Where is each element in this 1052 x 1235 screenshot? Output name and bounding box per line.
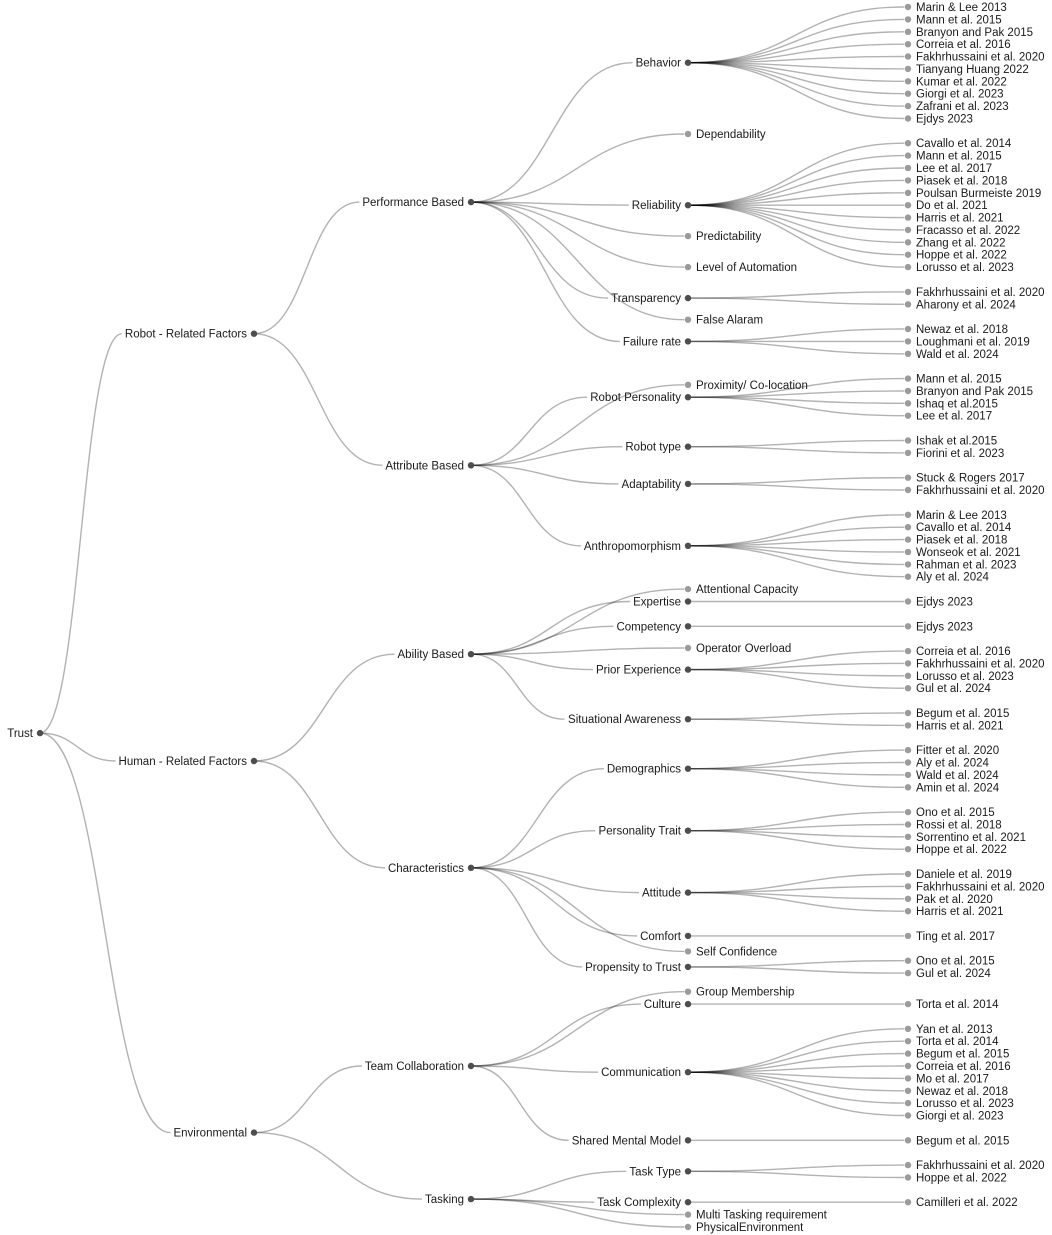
node-label-proximity-co-location: Proximity/ Co-location [696, 379, 808, 392]
node-dot-torta-et-al-2014 [905, 1001, 911, 1007]
node-dot-pak-et-al-2020 [905, 896, 911, 902]
node-label-prior-experience: Prior Experience [595, 664, 681, 677]
node-label-torta-et-al-2014: Torta et al. 2014 [916, 1036, 999, 1049]
node-dot-gul-et-al-2024 [905, 970, 911, 976]
tree-link [688, 1066, 904, 1072]
node-label-gul-et-al-2024: Gul et al. 2024 [916, 683, 991, 696]
node-label-newaz-et-al-2018: Newaz et al. 2018 [916, 324, 1009, 336]
node-dot-robot-related-factors [251, 331, 257, 337]
node-label-harris-et-al-2021: Harris et al. 2021 [916, 720, 1004, 733]
node-label-shared-mental-model: Shared Mental Model [571, 1135, 681, 1148]
node-label-aharony-et-al-2024: Aharony et al. 2024 [916, 299, 1016, 312]
node-dot-fakhrhussaini-et-al-2020 [905, 660, 911, 666]
tree-link [471, 202, 620, 341]
node-dot-trust [37, 730, 43, 736]
node-dot-ting-et-al-2017 [905, 933, 911, 939]
node-dot-kumar-et-al-2022 [905, 78, 911, 84]
node-dot-fakhrhussaini-et-al-2020 [905, 883, 911, 889]
node-label-fakhrhussaini-et-al-2020: Fakhrhussaini et al. 2020 [916, 485, 1045, 497]
node-label-rossi-et-al-2018: Rossi et al. 2018 [916, 819, 1002, 832]
node-dot-marin-lee-2013 [905, 4, 911, 10]
node-dot-characteristics [468, 865, 474, 871]
tree-link [688, 63, 904, 119]
node-dot-competency [685, 623, 691, 629]
tree-link [471, 868, 639, 893]
node-dot-false-alaram [685, 317, 691, 323]
node-dot-operator-overload [685, 645, 691, 651]
node-dot-branyon-and-pak-2015 [905, 29, 911, 35]
node-dot-expertise [685, 598, 691, 604]
node-dot-anthropomorphism [685, 543, 691, 549]
node-dot-ejdys-2023 [905, 115, 911, 121]
node-dot-begum-et-al-2015 [905, 1050, 911, 1056]
node-label-mann-et-al-2015: Mann et al. 2015 [916, 14, 1002, 27]
node-dot-amin-et-al-2024 [905, 784, 911, 790]
node-label-environmental: Environmental [173, 1127, 247, 1140]
node-label-ejdys-2023: Ejdys 2023 [916, 113, 973, 126]
tree-link [688, 961, 904, 967]
node-dot-mann-et-al-2015 [905, 152, 911, 158]
node-label-aly-et-al-2024: Aly et al. 2024 [916, 757, 989, 770]
node-label-lee-et-al-2017: Lee et al. 2017 [916, 410, 993, 423]
node-label-anthropomorphism: Anthropomorphism [583, 540, 681, 553]
node-dot-fakhrhussaini-et-al-2020 [905, 53, 911, 59]
node-label-piasek-et-al-2018: Piasek et al. 2018 [916, 534, 1008, 547]
node-label-human-related-factors: Human - Related Factors [118, 756, 247, 768]
node-dot-correia-et-al-2016 [905, 1063, 911, 1069]
tree-link [688, 1171, 904, 1177]
tree-link [688, 156, 904, 206]
node-label-ejdys-2023: Ejdys 2023 [916, 621, 973, 634]
node-label-giorgi-et-al-2023: Giorgi et al. 2023 [916, 1110, 1004, 1123]
node-dot-prior-experience [685, 666, 691, 672]
node-label-giorgi-et-al-2023: Giorgi et al. 2023 [916, 88, 1004, 101]
node-label-wonseok-et-al-2021: Wonseok et al. 2021 [916, 547, 1021, 559]
tree-link [254, 1066, 362, 1133]
labels-layer [7, 2, 1044, 1234]
tree-link [688, 7, 904, 63]
node-label-fitter-et-al-2020: Fitter et al. 2020 [916, 745, 1000, 758]
node-label-camilleri-et-al-2022: Camilleri et al. 2022 [916, 1197, 1018, 1210]
tree-link [471, 868, 637, 936]
tree-link [688, 143, 904, 205]
node-label-team-collaboration: Team Collaboration [364, 1061, 464, 1073]
node-label-attitude: Attitude [642, 887, 681, 900]
node-dot-personality-trait [685, 828, 691, 834]
node-label-fiorini-et-al-2023: Fiorini et al. 2023 [916, 447, 1005, 460]
tree-link [471, 654, 593, 669]
node-dot-ishaq-et-al-2015 [905, 400, 911, 406]
node-dot-self-confidence [685, 948, 691, 954]
node-label-mann-et-al-2015: Mann et al. 2015 [916, 150, 1002, 163]
node-dot-aharony-et-al-2024 [905, 301, 911, 307]
node-label-fracasso-et-al-2022: Fracasso et al. 2022 [916, 224, 1021, 237]
tree-link [254, 334, 382, 466]
node-label-communication: Communication [601, 1067, 681, 1080]
node-dot-marin-lee-2013 [905, 512, 911, 518]
tree-link [688, 447, 904, 453]
node-label-harris-et-al-2021: Harris et al. 2021 [916, 906, 1004, 919]
node-label-cavallo-et-al-2014: Cavallo et al. 2014 [916, 522, 1012, 535]
node-label-hoppe-et-al-2022: Hoppe et al. 2022 [916, 249, 1007, 262]
node-dot-situational-awareness [685, 716, 691, 722]
node-dot-culture [685, 1001, 691, 1007]
node-dot-lorusso-et-al-2023 [905, 673, 911, 679]
node-dot-task-complexity [685, 1199, 691, 1205]
node-label-performance-based: Performance Based [362, 197, 464, 210]
node-dot-do-et-al-2021 [905, 202, 911, 208]
tree-link [688, 515, 904, 546]
node-dot-torta-et-al-2014 [905, 1038, 911, 1044]
node-dot-team-collaboration [468, 1063, 474, 1069]
node-label-branyon-and-pak-2015: Branyon and Pak 2015 [916, 26, 1034, 39]
node-dot-robot-type [685, 444, 691, 450]
node-label-torta-et-al-2014: Torta et al. 2014 [916, 999, 999, 1012]
node-dot-branyon-and-pak-2015 [905, 388, 911, 394]
node-dot-poulsan-burmeiste-2019 [905, 190, 911, 196]
node-label-lorusso-et-al-2023: Lorusso et al. 2023 [916, 1098, 1014, 1111]
node-dot-fiorini-et-al-2023 [905, 450, 911, 456]
node-dot-ishak-et-al-2015 [905, 437, 911, 443]
node-label-tasking: Tasking [425, 1194, 464, 1207]
tree-link [688, 63, 904, 94]
tree-link [688, 1072, 904, 1103]
node-dot-begum-et-al-2015 [905, 1137, 911, 1143]
tree-link [688, 298, 904, 304]
node-dot-behavior [685, 60, 691, 66]
tree-link [688, 32, 904, 63]
node-dot-ejdys-2023 [905, 598, 911, 604]
tree-link [471, 465, 581, 546]
node-label-lorusso-et-al-2023: Lorusso et al. 2023 [916, 262, 1014, 275]
node-label-newaz-et-al-2018: Newaz et al. 2018 [916, 1085, 1009, 1098]
tree-link [254, 761, 385, 868]
links-layer [40, 7, 904, 1227]
tree-link [688, 663, 904, 669]
node-dot-wald-et-al-2024 [905, 351, 911, 357]
node-label-correia-et-al-2016: Correia et al. 2016 [916, 646, 1011, 659]
node-label-yan-et-al-2013: Yan et al. 2013 [916, 1023, 993, 1036]
node-dot-wald-et-al-2024 [905, 772, 911, 778]
node-label-competency: Competency [616, 621, 681, 634]
node-label-operator-overload: Operator Overload [696, 643, 792, 655]
node-dot-task-type [685, 1168, 691, 1174]
node-label-dependability: Dependability [696, 129, 766, 141]
node-label-behavior: Behavior [635, 57, 681, 70]
node-dot-yan-et-al-2013 [905, 1026, 911, 1032]
node-label-hoppe-et-al-2022: Hoppe et al. 2022 [916, 844, 1007, 857]
node-dot-lorusso-et-al-2023 [905, 264, 911, 270]
node-dot-mo-et-al-2017 [905, 1075, 911, 1081]
node-label-fakhrhussaini-et-al-2020: Fakhrhussaini et al. 2020 [916, 51, 1045, 64]
tree-link [471, 602, 630, 655]
node-label-lee-et-al-2017: Lee et al. 2017 [916, 163, 993, 175]
node-dot-attitude [685, 889, 691, 895]
node-dot-lorusso-et-al-2023 [905, 1100, 911, 1106]
node-label-characteristics: Characteristics [387, 862, 464, 875]
tree-link [688, 391, 904, 397]
node-label-loughmani-et-al-2019: Loughmani et al. 2019 [916, 336, 1030, 349]
node-label-personality-trait: Personality Trait [598, 825, 681, 838]
node-label-wald-et-al-2024: Wald et al. 2024 [916, 348, 999, 361]
node-label-comfort: Comfort [640, 930, 681, 943]
node-dot-lee-et-al-2017 [905, 413, 911, 419]
tree-link [688, 1041, 904, 1072]
tree-link [471, 63, 633, 202]
tree-link [688, 484, 904, 490]
node-label-sorrentino-et-al-2021: Sorrentino et al. 2021 [916, 831, 1026, 844]
node-label-branyon-and-pak-2015: Branyon and Pak 2015 [916, 386, 1034, 398]
node-label-reliability: Reliability [631, 200, 681, 213]
node-dot-newaz-et-al-2018 [905, 326, 911, 332]
node-label-fakhrhussaini-et-al-2020: Fakhrhussaini et al. 2020 [916, 658, 1045, 671]
node-dot-attribute-based [468, 462, 474, 468]
node-label-fakhrhussaini-et-al-2020: Fakhrhussaini et al. 2020 [916, 286, 1045, 299]
node-label-situational-awareness: Situational Awareness [568, 714, 681, 727]
node-dot-sorrentino-et-al-2021 [905, 834, 911, 840]
tree-link [688, 1165, 904, 1171]
node-dot-attentional-capacity [685, 586, 691, 592]
node-label-piasek-et-al-2018: Piasek et al. 2018 [916, 175, 1008, 188]
node-dot-dependability [685, 131, 691, 137]
node-dot-begum-et-al-2015 [905, 710, 911, 716]
tree-link [254, 1133, 422, 1200]
node-dot-performance-based [468, 199, 474, 205]
node-label-begum-et-al-2015: Begum et al. 2015 [916, 708, 1010, 720]
node-label-failure-rate: Failure rate [622, 336, 681, 349]
node-label-transparency: Transparency [611, 293, 681, 306]
node-dot-ejdys-2023 [905, 623, 911, 629]
node-dot-lee-et-al-2017 [905, 165, 911, 171]
node-label-robot-type: Robot type [625, 441, 681, 454]
node-label-false-alaram: False Alaram [696, 314, 764, 327]
node-label-multi-tasking-requirement: Multi Tasking requirement [696, 1209, 827, 1222]
node-dot-aly-et-al-2024 [905, 759, 911, 765]
node-dot-mann-et-al-2015 [905, 16, 911, 22]
node-dot-wonseok-et-al-2021 [905, 549, 911, 555]
node-label-amin-et-al-2024: Amin et al. 2024 [916, 782, 1000, 795]
tree-link [254, 654, 395, 761]
tree-link [471, 465, 619, 484]
node-label-ejdys-2023: Ejdys 2023 [916, 596, 973, 609]
node-label-marin-lee-2013: Marin & Lee 2013 [916, 509, 1007, 522]
tree-link [471, 134, 684, 202]
node-dot-tasking [468, 1196, 474, 1202]
node-label-correia-et-al-2016: Correia et al. 2016 [916, 1061, 1011, 1073]
node-label-propensity-to-trust: Propensity to Trust [585, 961, 681, 974]
node-dot-communication [685, 1069, 691, 1075]
node-dot-tianyang-huang-2022 [905, 66, 911, 72]
tree-link [688, 713, 904, 719]
node-dot-robot-personality [685, 394, 691, 400]
node-dot-giorgi-et-al-2023 [905, 91, 911, 97]
node-dot-piasek-et-al-2018 [905, 177, 911, 183]
tree-link [688, 441, 904, 447]
node-dot-giorgi-et-al-2023 [905, 1112, 911, 1118]
node-label-robot-related-factors: Robot - Related Factors [124, 328, 247, 341]
tree-link [254, 202, 359, 334]
tree-link [40, 334, 122, 733]
tree-link [688, 825, 904, 831]
tree-link [688, 719, 904, 725]
node-label-predictability: Predictability [696, 231, 762, 244]
node-dot-harris-et-al-2021 [905, 722, 911, 728]
tree-link [471, 1004, 641, 1066]
node-dot-piasek-et-al-2018 [905, 536, 911, 542]
node-dot-failure-rate [685, 338, 691, 344]
node-dot-propensity-to-trust [685, 964, 691, 970]
tree-link [688, 886, 904, 892]
tree-link [471, 831, 595, 868]
node-dot-hoppe-et-al-2022 [905, 252, 911, 258]
node-dot-comfort [685, 933, 691, 939]
node-label-begum-et-al-2015: Begum et al. 2015 [916, 1048, 1010, 1061]
node-label-wald-et-al-2024: Wald et al. 2024 [916, 769, 999, 782]
node-label-task-complexity: Task Complexity [597, 1197, 681, 1210]
node-dot-rossi-et-al-2018 [905, 821, 911, 827]
node-label-marin-lee-2013: Marin & Lee 2013 [916, 2, 1007, 14]
node-dot-loughmani-et-al-2019 [905, 338, 911, 344]
node-dot-camilleri-et-al-2022 [905, 1199, 911, 1205]
node-label-cavallo-et-al-2014: Cavallo et al. 2014 [916, 138, 1012, 151]
node-label-gul-et-al-2024: Gul et al. 2024 [916, 968, 991, 981]
node-dot-harris-et-al-2021 [905, 908, 911, 914]
node-dot-ono-et-al-2015 [905, 809, 911, 815]
node-label-do-et-al-2021: Do et al. 2021 [916, 200, 988, 213]
tree-link [688, 292, 904, 298]
node-label-fakhrhussaini-et-al-2020: Fakhrhussaini et al. 2020 [916, 881, 1045, 894]
node-label-rahman-et-al-2023: Rahman et al. 2023 [916, 559, 1017, 572]
node-dot-correia-et-al-2016 [905, 648, 911, 654]
node-dot-fakhrhussaini-et-al-2020 [905, 289, 911, 295]
node-label-expertise: Expertise [633, 596, 681, 609]
node-dot-fracasso-et-al-2022 [905, 227, 911, 233]
node-label-ability-based: Ability Based [397, 649, 464, 662]
tree-link [688, 478, 904, 484]
node-label-ishak-et-al-2015: Ishak et al.2015 [916, 435, 998, 448]
tree-link [471, 1066, 569, 1140]
node-label-task-type: Task Type [629, 1166, 681, 1179]
node-dot-hoppe-et-al-2022 [905, 1174, 911, 1180]
node-dot-fitter-et-al-2020 [905, 747, 911, 753]
node-label-kumar-et-al-2022: Kumar et al. 2022 [916, 76, 1007, 89]
tree-link [688, 967, 904, 973]
node-dot-physicalenvironment [685, 1224, 691, 1230]
node-label-lorusso-et-al-2023: Lorusso et al. 2023 [916, 670, 1014, 683]
node-dot-rahman-et-al-2023 [905, 561, 911, 567]
node-dot-harris-et-al-2021 [905, 214, 911, 220]
node-dot-multi-tasking-requirement [685, 1211, 691, 1217]
node-dot-predictability [685, 233, 691, 239]
node-dot-proximity-co-location [685, 382, 691, 388]
node-label-aly-et-al-2024: Aly et al. 2024 [916, 571, 989, 584]
node-label-trust: Trust [7, 728, 33, 741]
node-label-physicalenvironment: PhysicalEnvironment [696, 1222, 804, 1234]
node-label-mo-et-al-2017: Mo et al. 2017 [916, 1073, 989, 1086]
node-dot-zafrani-et-al-2023 [905, 103, 911, 109]
node-dot-gul-et-al-2024 [905, 685, 911, 691]
node-label-zhang-et-al-2022: Zhang et al. 2022 [916, 237, 1006, 250]
tree-link [471, 1171, 626, 1199]
node-dot-newaz-et-al-2018 [905, 1088, 911, 1094]
node-label-demographics: Demographics [606, 763, 681, 776]
node-label-robot-personality: Robot Personality [590, 392, 681, 405]
node-label-poulsan-burmeiste-2019: Poulsan Burmeiste 2019 [916, 187, 1042, 200]
node-dot-reliability [685, 202, 691, 208]
node-dot-environmental [251, 1129, 257, 1135]
node-dot-correia-et-al-2016 [905, 41, 911, 47]
node-dot-fakhrhussaini-et-al-2020 [905, 487, 911, 493]
node-label-ono-et-al-2015: Ono et al. 2015 [916, 807, 995, 820]
node-dot-mann-et-al-2015 [905, 375, 911, 381]
node-label-adaptability: Adaptability [621, 478, 681, 491]
node-dot-human-related-factors [251, 758, 257, 764]
node-label-harris-et-al-2021: Harris et al. 2021 [916, 212, 1004, 225]
node-label-culture: Culture [643, 999, 681, 1012]
node-label-tianyang-huang-2022: Tianyang Huang 2022 [916, 63, 1029, 76]
node-dot-zhang-et-al-2022 [905, 239, 911, 245]
node-label-begum-et-al-2015: Begum et al. 2015 [916, 1135, 1010, 1148]
node-label-daniele-et-al-2019: Daniele et al. 2019 [916, 869, 1012, 881]
node-dot-shared-mental-model [685, 1137, 691, 1143]
node-label-ishaq-et-al-2015: Ishaq et al.2015 [916, 398, 998, 411]
tree-link [688, 205, 904, 255]
node-label-ono-et-al-2015: Ono et al. 2015 [916, 955, 995, 968]
node-label-pak-et-al-2020: Pak et al. 2020 [916, 893, 993, 906]
node-dot-demographics [685, 766, 691, 772]
node-label-fakhrhussaini-et-al-2020: Fakhrhussaini et al. 2020 [916, 1160, 1045, 1173]
node-dot-aly-et-al-2024 [905, 574, 911, 580]
tree-link [688, 546, 904, 577]
node-label-attentional-capacity: Attentional Capacity [696, 584, 799, 597]
tree-link [688, 763, 904, 769]
node-label-hoppe-et-al-2022: Hoppe et al. 2022 [916, 1172, 1007, 1185]
node-dot-ono-et-al-2015 [905, 958, 911, 964]
tree-link [471, 447, 622, 466]
node-dot-group-membership [685, 989, 691, 995]
node-dot-cavallo-et-al-2014 [905, 140, 911, 146]
node-label-zafrani-et-al-2023: Zafrani et al. 2023 [916, 101, 1009, 114]
node-dot-adaptability [685, 481, 691, 487]
node-label-level-of-automation: Level of Automation [696, 262, 798, 275]
tree-link [471, 202, 608, 298]
tree-link [40, 733, 171, 1133]
node-label-self-confidence: Self Confidence [696, 946, 778, 959]
node-dot-ability-based [468, 651, 474, 657]
tree-link [688, 540, 904, 546]
tree-link [688, 57, 904, 63]
tree-link [471, 769, 604, 868]
node-label-mann-et-al-2015: Mann et al. 2015 [916, 373, 1002, 386]
node-label-group-membership: Group Membership [696, 986, 795, 999]
node-dot-fakhrhussaini-et-al-2020 [905, 1162, 911, 1168]
node-label-correia-et-al-2016: Correia et al. 2016 [916, 39, 1011, 52]
node-label-attribute-based: Attribute Based [385, 460, 464, 473]
node-dot-stuck-rogers-2017 [905, 475, 911, 481]
node-dot-hoppe-et-al-2022 [905, 846, 911, 852]
tree-link [688, 341, 904, 353]
node-dot-level-of-automation [685, 264, 691, 270]
node-dot-transparency [685, 295, 691, 301]
node-label-ting-et-al-2017: Ting et al. 2017 [916, 930, 995, 943]
node-label-stuck-rogers-2017: Stuck & Rogers 2017 [916, 472, 1025, 485]
tree-link [471, 654, 564, 719]
node-dot-cavallo-et-al-2014 [905, 524, 911, 530]
node-dot-daniele-et-al-2019 [905, 871, 911, 877]
tree-link [688, 329, 904, 341]
